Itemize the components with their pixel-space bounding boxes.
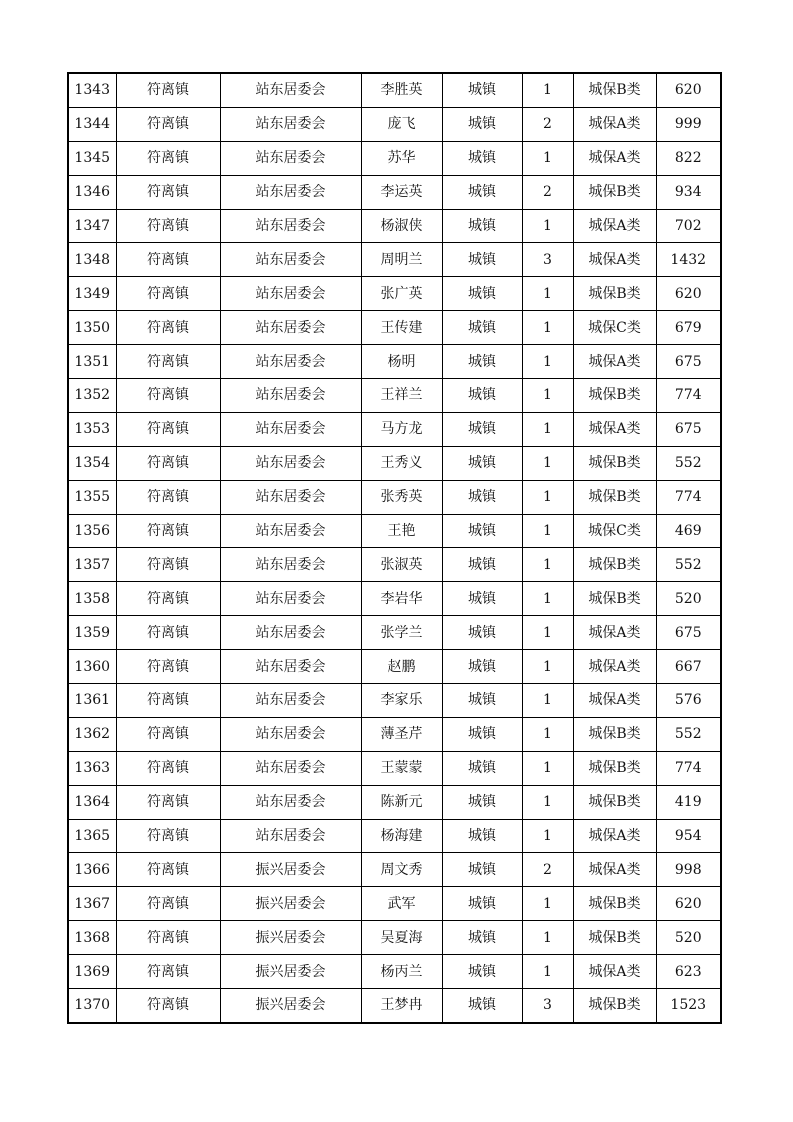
cell-insurance-category: 城保A类 [573, 684, 656, 718]
cell-person-name: 李运英 [361, 175, 442, 209]
cell-amount: 552 [656, 717, 721, 751]
cell-area-type: 城镇 [442, 819, 522, 853]
cell-town: 符离镇 [116, 548, 220, 582]
cell-town: 符离镇 [116, 989, 220, 1023]
cell-insurance-category: 城保A类 [573, 107, 656, 141]
cell-town: 符离镇 [116, 243, 220, 277]
cell-record-number: 1359 [68, 616, 116, 650]
cell-person-name: 杨海建 [361, 819, 442, 853]
table-row [68, 921, 721, 955]
cell-amount: 675 [656, 412, 721, 446]
cell-household-count: 1 [522, 412, 573, 446]
cell-insurance-category: 城保B类 [573, 989, 656, 1023]
cell-amount: 623 [656, 955, 721, 989]
cell-area-type: 城镇 [442, 582, 522, 616]
cell-community: 站东居委会 [220, 277, 361, 311]
cell-amount: 998 [656, 853, 721, 887]
cell-household-count: 1 [522, 785, 573, 819]
cell-amount: 675 [656, 616, 721, 650]
cell-record-number: 1360 [68, 650, 116, 684]
cell-town: 符离镇 [116, 751, 220, 785]
cell-insurance-category: 城保A类 [573, 650, 656, 684]
cell-person-name: 张秀英 [361, 480, 442, 514]
record-table [67, 72, 722, 1024]
cell-record-number: 1361 [68, 684, 116, 718]
cell-community: 站东居委会 [220, 785, 361, 819]
cell-community: 振兴居委会 [220, 955, 361, 989]
cell-area-type: 城镇 [442, 345, 522, 379]
cell-amount: 667 [656, 650, 721, 684]
cell-person-name: 王传建 [361, 311, 442, 345]
cell-household-count: 1 [522, 514, 573, 548]
cell-insurance-category: 城保A类 [573, 209, 656, 243]
cell-record-number: 1356 [68, 514, 116, 548]
cell-area-type: 城镇 [442, 175, 522, 209]
cell-amount: 552 [656, 548, 721, 582]
cell-town: 符离镇 [116, 887, 220, 921]
cell-record-number: 1347 [68, 209, 116, 243]
cell-insurance-category: 城保A类 [573, 819, 656, 853]
cell-community: 振兴居委会 [220, 853, 361, 887]
cell-amount: 999 [656, 107, 721, 141]
cell-area-type: 城镇 [442, 548, 522, 582]
cell-person-name: 李岩华 [361, 582, 442, 616]
cell-community: 站东居委会 [220, 141, 361, 175]
cell-record-number: 1368 [68, 921, 116, 955]
cell-town: 符离镇 [116, 717, 220, 751]
table-row [68, 955, 721, 989]
cell-household-count: 1 [522, 921, 573, 955]
cell-town: 符离镇 [116, 175, 220, 209]
cell-area-type: 城镇 [442, 412, 522, 446]
cell-household-count: 1 [522, 751, 573, 785]
cell-community: 站东居委会 [220, 412, 361, 446]
cell-town: 符离镇 [116, 480, 220, 514]
cell-amount: 520 [656, 921, 721, 955]
cell-area-type: 城镇 [442, 717, 522, 751]
cell-household-count: 1 [522, 548, 573, 582]
cell-person-name: 张学兰 [361, 616, 442, 650]
cell-record-number: 1367 [68, 887, 116, 921]
cell-household-count: 2 [522, 853, 573, 887]
cell-town: 符离镇 [116, 73, 220, 107]
cell-community: 站东居委会 [220, 650, 361, 684]
cell-town: 符离镇 [116, 514, 220, 548]
cell-person-name: 杨明 [361, 345, 442, 379]
cell-record-number: 1365 [68, 819, 116, 853]
cell-household-count: 1 [522, 379, 573, 413]
cell-person-name: 赵鹏 [361, 650, 442, 684]
cell-record-number: 1364 [68, 785, 116, 819]
cell-amount: 419 [656, 785, 721, 819]
table-row [68, 650, 721, 684]
table-row [68, 311, 721, 345]
cell-amount: 675 [656, 345, 721, 379]
cell-amount: 552 [656, 446, 721, 480]
table-body [68, 73, 721, 1023]
table-row [68, 717, 721, 751]
table-row [68, 446, 721, 480]
cell-household-count: 1 [522, 616, 573, 650]
cell-town: 符离镇 [116, 650, 220, 684]
cell-household-count: 1 [522, 480, 573, 514]
cell-person-name: 吴夏海 [361, 921, 442, 955]
cell-record-number: 1369 [68, 955, 116, 989]
cell-community: 振兴居委会 [220, 887, 361, 921]
cell-community: 站东居委会 [220, 548, 361, 582]
table-row [68, 751, 721, 785]
cell-person-name: 李家乐 [361, 684, 442, 718]
cell-insurance-category: 城保A类 [573, 853, 656, 887]
cell-town: 符离镇 [116, 379, 220, 413]
cell-amount: 934 [656, 175, 721, 209]
cell-amount: 620 [656, 887, 721, 921]
table-row [68, 209, 721, 243]
cell-amount: 702 [656, 209, 721, 243]
table-row [68, 684, 721, 718]
cell-record-number: 1345 [68, 141, 116, 175]
cell-amount: 1523 [656, 989, 721, 1023]
cell-record-number: 1370 [68, 989, 116, 1023]
cell-amount: 774 [656, 751, 721, 785]
cell-household-count: 1 [522, 887, 573, 921]
cell-community: 站东居委会 [220, 514, 361, 548]
table-row [68, 887, 721, 921]
cell-household-count: 3 [522, 243, 573, 277]
cell-household-count: 1 [522, 311, 573, 345]
cell-record-number: 1358 [68, 582, 116, 616]
cell-town: 符离镇 [116, 141, 220, 175]
cell-record-number: 1350 [68, 311, 116, 345]
cell-record-number: 1355 [68, 480, 116, 514]
table-row [68, 412, 721, 446]
cell-community: 站东居委会 [220, 616, 361, 650]
cell-town: 符离镇 [116, 684, 220, 718]
cell-person-name: 陈新元 [361, 785, 442, 819]
table-row [68, 785, 721, 819]
cell-area-type: 城镇 [442, 379, 522, 413]
cell-community: 振兴居委会 [220, 989, 361, 1023]
cell-household-count: 1 [522, 446, 573, 480]
cell-community: 站东居委会 [220, 751, 361, 785]
table-row [68, 853, 721, 887]
cell-community: 站东居委会 [220, 345, 361, 379]
cell-insurance-category: 城保A类 [573, 412, 656, 446]
cell-person-name: 庞飞 [361, 107, 442, 141]
cell-town: 符离镇 [116, 853, 220, 887]
cell-household-count: 3 [522, 989, 573, 1023]
cell-insurance-category: 城保B类 [573, 175, 656, 209]
cell-person-name: 张广英 [361, 277, 442, 311]
cell-amount: 774 [656, 379, 721, 413]
cell-amount: 954 [656, 819, 721, 853]
cell-town: 符离镇 [116, 582, 220, 616]
cell-town: 符离镇 [116, 785, 220, 819]
cell-household-count: 1 [522, 582, 573, 616]
table-row [68, 616, 721, 650]
cell-insurance-category: 城保C类 [573, 514, 656, 548]
table-row [68, 582, 721, 616]
cell-record-number: 1353 [68, 412, 116, 446]
table-row [68, 175, 721, 209]
cell-insurance-category: 城保B类 [573, 277, 656, 311]
table-row [68, 379, 721, 413]
cell-insurance-category: 城保B类 [573, 73, 656, 107]
cell-town: 符离镇 [116, 107, 220, 141]
cell-household-count: 2 [522, 175, 573, 209]
cell-area-type: 城镇 [442, 921, 522, 955]
cell-person-name: 周明兰 [361, 243, 442, 277]
cell-amount: 520 [656, 582, 721, 616]
cell-town: 符离镇 [116, 412, 220, 446]
cell-household-count: 1 [522, 209, 573, 243]
cell-area-type: 城镇 [442, 853, 522, 887]
cell-person-name: 周文秀 [361, 853, 442, 887]
cell-area-type: 城镇 [442, 684, 522, 718]
cell-household-count: 1 [522, 73, 573, 107]
cell-insurance-category: 城保C类 [573, 311, 656, 345]
cell-person-name: 杨丙兰 [361, 955, 442, 989]
cell-insurance-category: 城保A类 [573, 345, 656, 379]
cell-town: 符离镇 [116, 209, 220, 243]
cell-amount: 576 [656, 684, 721, 718]
cell-town: 符离镇 [116, 345, 220, 379]
cell-amount: 774 [656, 480, 721, 514]
cell-record-number: 1354 [68, 446, 116, 480]
table-row [68, 345, 721, 379]
cell-town: 符离镇 [116, 277, 220, 311]
cell-insurance-category: 城保A类 [573, 141, 656, 175]
cell-record-number: 1352 [68, 379, 116, 413]
cell-record-number: 1351 [68, 345, 116, 379]
cell-community: 站东居委会 [220, 717, 361, 751]
cell-insurance-category: 城保A类 [573, 616, 656, 650]
cell-amount: 469 [656, 514, 721, 548]
cell-area-type: 城镇 [442, 311, 522, 345]
cell-insurance-category: 城保B类 [573, 717, 656, 751]
cell-amount: 822 [656, 141, 721, 175]
table-row [68, 480, 721, 514]
cell-community: 站东居委会 [220, 73, 361, 107]
cell-community: 站东居委会 [220, 684, 361, 718]
table-row [68, 514, 721, 548]
table-row [68, 548, 721, 582]
cell-insurance-category: 城保B类 [573, 751, 656, 785]
cell-insurance-category: 城保B类 [573, 887, 656, 921]
cell-area-type: 城镇 [442, 446, 522, 480]
cell-record-number: 1357 [68, 548, 116, 582]
cell-town: 符离镇 [116, 819, 220, 853]
cell-household-count: 1 [522, 141, 573, 175]
cell-area-type: 城镇 [442, 73, 522, 107]
cell-record-number: 1344 [68, 107, 116, 141]
cell-household-count: 1 [522, 684, 573, 718]
cell-area-type: 城镇 [442, 989, 522, 1023]
cell-person-name: 王祥兰 [361, 379, 442, 413]
cell-community: 站东居委会 [220, 175, 361, 209]
cell-community: 振兴居委会 [220, 921, 361, 955]
cell-community: 站东居委会 [220, 379, 361, 413]
cell-area-type: 城镇 [442, 751, 522, 785]
cell-person-name: 杨淑侠 [361, 209, 442, 243]
cell-household-count: 1 [522, 955, 573, 989]
cell-record-number: 1366 [68, 853, 116, 887]
cell-area-type: 城镇 [442, 107, 522, 141]
cell-area-type: 城镇 [442, 243, 522, 277]
cell-person-name: 王艳 [361, 514, 442, 548]
cell-person-name: 王秀义 [361, 446, 442, 480]
cell-household-count: 1 [522, 650, 573, 684]
cell-record-number: 1346 [68, 175, 116, 209]
cell-person-name: 马方龙 [361, 412, 442, 446]
cell-record-number: 1362 [68, 717, 116, 751]
cell-person-name: 苏华 [361, 141, 442, 175]
cell-area-type: 城镇 [442, 514, 522, 548]
cell-area-type: 城镇 [442, 277, 522, 311]
cell-area-type: 城镇 [442, 209, 522, 243]
cell-household-count: 1 [522, 345, 573, 379]
cell-person-name: 王蒙蒙 [361, 751, 442, 785]
cell-record-number: 1349 [68, 277, 116, 311]
cell-town: 符离镇 [116, 311, 220, 345]
cell-community: 站东居委会 [220, 446, 361, 480]
cell-insurance-category: 城保B类 [573, 446, 656, 480]
cell-town: 符离镇 [116, 955, 220, 989]
cell-household-count: 2 [522, 107, 573, 141]
cell-amount: 679 [656, 311, 721, 345]
cell-area-type: 城镇 [442, 785, 522, 819]
cell-amount: 620 [656, 73, 721, 107]
cell-community: 站东居委会 [220, 311, 361, 345]
cell-record-number: 1363 [68, 751, 116, 785]
cell-person-name: 李胜英 [361, 73, 442, 107]
cell-person-name: 张淑英 [361, 548, 442, 582]
cell-insurance-category: 城保B类 [573, 480, 656, 514]
table-row [68, 819, 721, 853]
cell-town: 符离镇 [116, 446, 220, 480]
cell-area-type: 城镇 [442, 616, 522, 650]
cell-record-number: 1343 [68, 73, 116, 107]
cell-insurance-category: 城保B类 [573, 582, 656, 616]
table-row [68, 141, 721, 175]
cell-record-number: 1348 [68, 243, 116, 277]
cell-person-name: 王梦冉 [361, 989, 442, 1023]
cell-community: 站东居委会 [220, 243, 361, 277]
table-row [68, 277, 721, 311]
cell-area-type: 城镇 [442, 650, 522, 684]
cell-town: 符离镇 [116, 616, 220, 650]
table-row [68, 73, 721, 107]
cell-household-count: 1 [522, 717, 573, 751]
cell-community: 站东居委会 [220, 107, 361, 141]
table-row [68, 243, 721, 277]
cell-insurance-category: 城保B类 [573, 379, 656, 413]
cell-person-name: 武军 [361, 887, 442, 921]
cell-community: 站东居委会 [220, 582, 361, 616]
table-row [68, 107, 721, 141]
cell-area-type: 城镇 [442, 480, 522, 514]
cell-insurance-category: 城保B类 [573, 548, 656, 582]
cell-amount: 1432 [656, 243, 721, 277]
cell-insurance-category: 城保B类 [573, 785, 656, 819]
table-row [68, 989, 721, 1023]
cell-insurance-category: 城保A类 [573, 243, 656, 277]
cell-insurance-category: 城保B类 [573, 921, 656, 955]
cell-household-count: 1 [522, 819, 573, 853]
cell-amount: 620 [656, 277, 721, 311]
cell-person-name: 薄圣芹 [361, 717, 442, 751]
cell-community: 站东居委会 [220, 209, 361, 243]
cell-household-count: 1 [522, 277, 573, 311]
cell-area-type: 城镇 [442, 887, 522, 921]
cell-area-type: 城镇 [442, 141, 522, 175]
cell-community: 站东居委会 [220, 819, 361, 853]
cell-insurance-category: 城保A类 [573, 955, 656, 989]
cell-town: 符离镇 [116, 921, 220, 955]
cell-community: 站东居委会 [220, 480, 361, 514]
cell-area-type: 城镇 [442, 955, 522, 989]
